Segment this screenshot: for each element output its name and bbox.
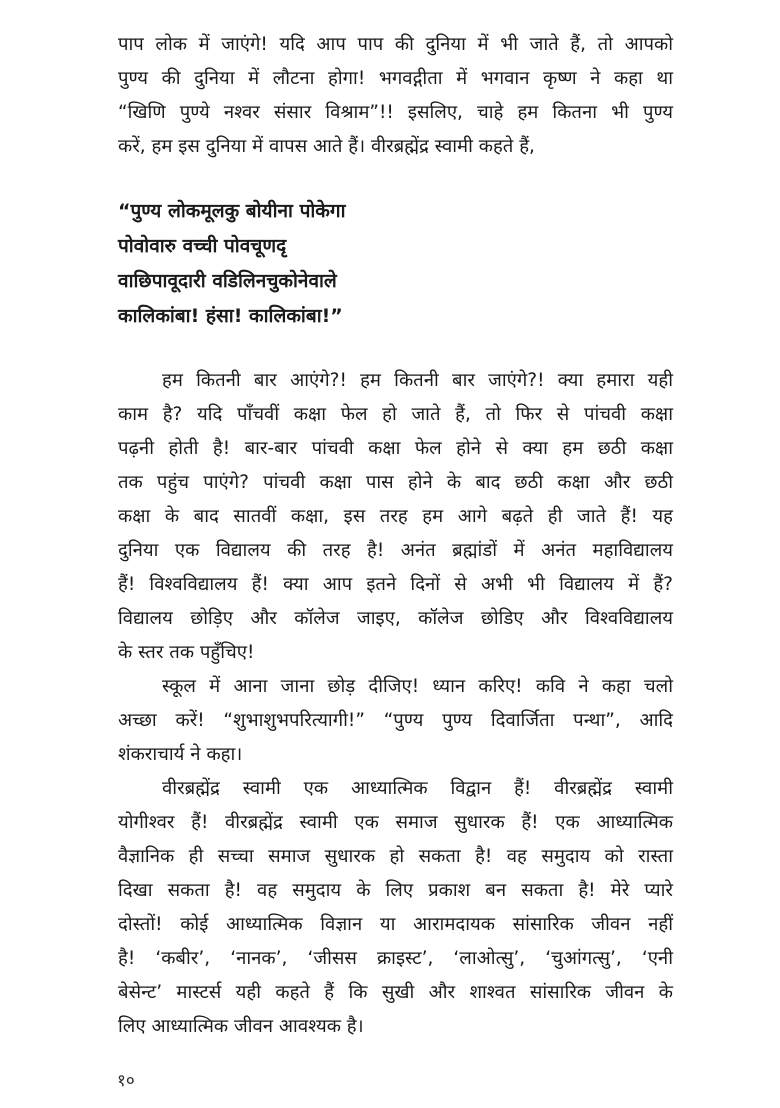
verse-line: कालिकांबा! हंसा! कालिकांबा!”	[118, 305, 343, 327]
text-line: योगीश्वर हैं! वीरब्रह्मेंद्र स्वामी एक समाज सुधारक हैं! एक आध्यात्मिक	[118, 812, 673, 833]
text-line: पढ़नी होती है! बार-बार पांचवी कक्षा फेल होने से क्या हम छठी कक्षा	[118, 438, 673, 459]
text-line: लिए आध्यात्मिक जीवन आवश्यक है।	[118, 1016, 364, 1037]
text-line: विद्यालय छोड़िए और कॉलेज जाइए, कॉलेज छोडिए और विश्वविद्यालय	[118, 608, 673, 629]
verse-block	[118, 194, 673, 334]
verse-line: पोवोवारु वच्ची पोवचूणदृ	[118, 235, 287, 257]
text-line: कक्षा के बाद सातवीं कक्षा, इस तरह हम आगे बढ़ते ही जाते हैं! यह	[118, 506, 673, 527]
text-line: हैं! विश्वविद्यालय हैं! क्या आप इतने दिनों से अभी भी विद्यालय में हैं?	[118, 574, 673, 595]
paragraph-intro	[118, 28, 673, 164]
text-line: वैज्ञानिक ही सच्चा समाज सुधारक हो सकता है! वह समुदाय को रास्ता	[118, 846, 673, 867]
paragraph-shankaracharya	[118, 670, 673, 772]
paragraph-school	[118, 364, 673, 670]
page-body	[118, 28, 673, 1044]
paragraph-veerabrahmendra	[118, 772, 673, 1044]
verse-line: “पुण्य लोकमूलकु बोयीना पोकेगा	[118, 200, 346, 222]
text-line: दोस्तों! कोई आध्यात्मिक विज्ञान या आरामदायक सांसारिक जीवन नहीं	[118, 914, 673, 935]
text-line: पाप लोक में जाएंगे! यदि आप पाप की दुनिया में भी जाते हैं, तो आपको	[118, 34, 673, 55]
text-line: काम है? यदि पाँचवीं कक्षा फेल हो जाते हैं, तो फिर से पांचवी कक्षा	[118, 404, 673, 425]
text-line: स्कूल में आना जाना छोड़ दीजिए! ध्यान करिए! कवि ने कहा चलो	[162, 676, 673, 697]
page-number: १०	[117, 1071, 135, 1091]
text-line: बेसेन्ट’ मास्टर्स यही कहते हैं कि सुखी और शाश्वत सांसारिक जीवन के	[118, 982, 673, 1003]
text-line: दिखा सकता है! वह समुदाय के लिए प्रकाश बन सकता है! मेरे प्यारे	[118, 880, 673, 901]
text-line: वीरब्रह्मेंद्र स्वामी एक आध्यात्मिक विद्वान हैं! वीरब्रह्मेंद्र स्वामी	[162, 778, 673, 799]
text-line: शंकराचार्य ने कहा।	[118, 744, 243, 765]
text-line: पुण्य की दुनिया में लौटना होगा! भगवद्गीता में भगवान कृष्ण ने कहा था	[118, 68, 673, 89]
text-line: तक पहुंच पाएंगे? पांचवी कक्षा पास होने के बाद छठी कक्षा और छठी	[118, 472, 673, 493]
text-line: हम कितनी बार आएंगे?! हम कितनी बार जाएंगे?! क्या हमारा यही	[162, 370, 673, 391]
text-line: करें, हम इस दुनिया में वापस आते हैं। वीरब्रह्मेंद्र स्वामी कहते हैं,	[118, 136, 535, 157]
text-line: अच्छा करें! “शुभाशुभपरित्यागी!” “पुण्य पुण्य दिवार्जिता पन्था”, आदि	[118, 710, 673, 731]
verse-line: वाछिपावूदारी वडिलिनचुकोनेवाले	[118, 270, 337, 292]
text-line: के स्तर तक पहुँचिए!	[118, 642, 255, 663]
text-line: है! ‘कबीर’, ‘नानक’, ‘जीसस क्राइस्ट’, ‘लाओत्सु’, ‘चुआंगत्सु’, ‘एनी	[118, 948, 673, 969]
text-line: दुनिया एक विद्यालय की तरह है! अनंत ब्रह्मांडों में अनंत महाविद्यालय	[118, 540, 673, 561]
text-line: “खिणि पुण्ये नश्वर संसार विश्राम”!! इसलिए, चाहे हम कितना भी पुण्य	[118, 102, 673, 123]
